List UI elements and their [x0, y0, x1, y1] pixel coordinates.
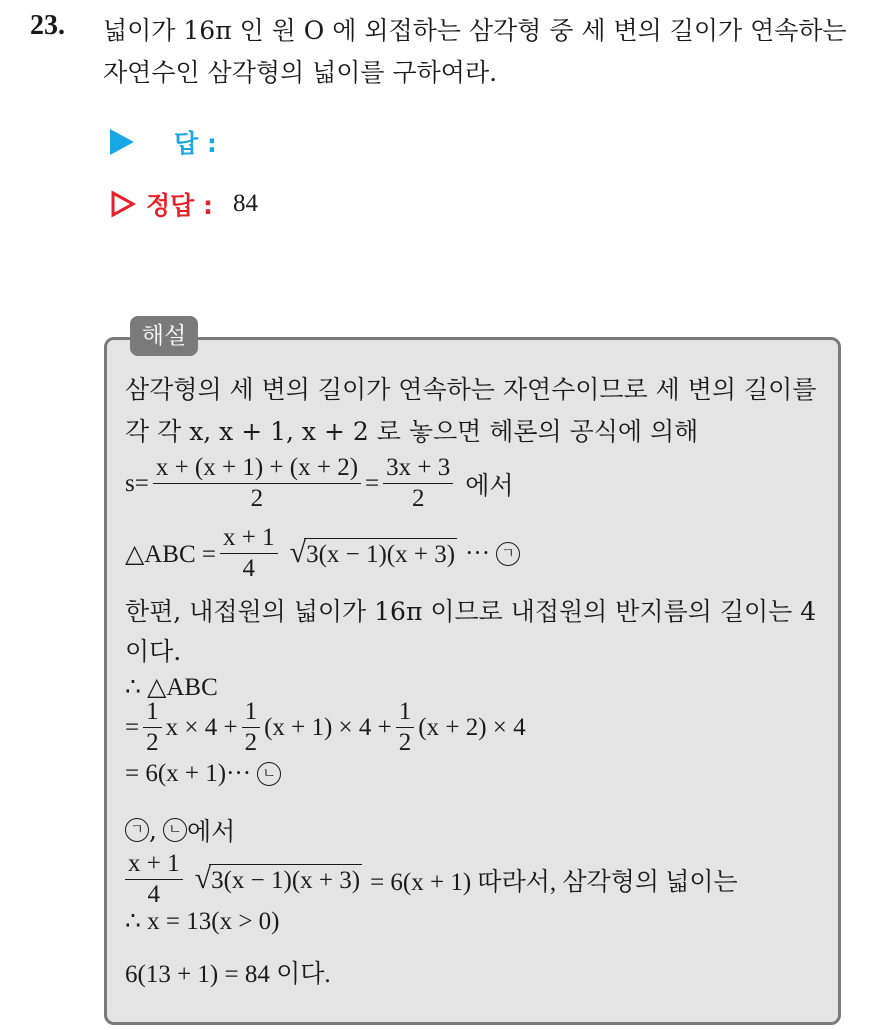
l10-suffix: 에서 — [186, 817, 236, 846]
fraction — [396, 698, 415, 757]
fraction — [242, 698, 261, 757]
semi-perimeter-line — [125, 454, 514, 513]
solution-line-9 — [125, 760, 281, 788]
solution-line-13: 6(13 + 1) = 84 이다. — [125, 961, 331, 988]
question-text — [103, 10, 873, 94]
correct-answer-value: 84 — [233, 190, 259, 217]
numerator: x + 1 — [222, 524, 275, 551]
equals: = — [365, 469, 380, 497]
solution-line-6: 이다. — [125, 637, 182, 666]
denominator: 2 — [383, 483, 453, 513]
denominator: 2 — [153, 483, 361, 513]
equals: = — [125, 713, 140, 741]
sqrt-body: 3(x − 1)(x + 3) — [304, 538, 457, 569]
numerator: 1 — [244, 698, 258, 725]
circled-mark-1: ㄱ — [125, 818, 149, 842]
numerator: 1 — [398, 698, 412, 725]
area-formula-line — [125, 524, 520, 583]
fraction — [143, 698, 162, 757]
question-line-1: 넓이가 16π 인 원 O 에 외접하는 삼각형 중 세 변의 길이가 연속하는 — [103, 16, 847, 45]
answer-label: 답 : — [174, 129, 217, 158]
solution-line-1: 삼각형의 세 변의 길이가 연속하는 자연수이므로 세 변의 길이를 — [125, 375, 817, 404]
area-expansion-line — [125, 698, 526, 757]
solution-line-5: 한편, 내접원의 넓이가 16π 이므로 내접원의 반지름의 길이는 4 — [125, 597, 817, 626]
numerator: x + 1 — [128, 850, 180, 877]
numerator: 1 — [146, 698, 159, 725]
numerator: 3x + 3 — [386, 454, 451, 481]
circled-mark-2: ㄴ — [163, 818, 187, 842]
sqrt-body: 3(x − 1)(x + 3) — [209, 864, 362, 895]
question-line-2: 자연수인 삼각형의 넓이를 구하여라. — [103, 58, 498, 87]
sqrt — [195, 864, 362, 895]
solution-line-2: 각 각 x, x + 1, x + 2 로 놓으면 헤론의 공식에 의해 — [125, 417, 699, 446]
sqrt — [290, 538, 457, 569]
correct-answer-label: 정답 : — [146, 191, 214, 220]
denominator: 2 — [396, 727, 415, 757]
answer-row — [110, 124, 217, 160]
solution-tab: 해설 — [130, 316, 198, 356]
correct-answer-row — [110, 186, 258, 222]
fraction — [220, 524, 278, 583]
play-outline-icon — [110, 190, 136, 218]
equation-line — [125, 850, 738, 909]
radical-sign: √ — [289, 536, 307, 569]
comma: , — [149, 815, 157, 845]
abc-prefix: △ABC = — [125, 540, 216, 568]
fraction — [125, 850, 183, 909]
circled-mark-2: ㄴ — [257, 762, 281, 786]
solution-line-12: ∴ x = 13(x > 0) — [125, 908, 280, 935]
fraction — [153, 454, 361, 513]
s-suffix: 에서 — [465, 472, 514, 500]
area-result: = 6(x + 1)··· — [125, 760, 252, 787]
solution-line-7: ∴ △ABC — [125, 674, 218, 701]
play-icon — [110, 129, 134, 155]
equation-rest: = 6(x + 1) 따라서, 삼각형의 넓이는 — [370, 868, 738, 896]
term-1: x × 4 + — [165, 713, 238, 741]
term-2: (x + 1) × 4 + — [264, 713, 392, 741]
denominator: 4 — [125, 879, 183, 909]
s-prefix: s= — [125, 469, 149, 497]
radical-sign: √ — [194, 862, 212, 895]
question-number: 23. — [30, 10, 65, 41]
denominator: 2 — [143, 727, 162, 757]
denominator: 4 — [220, 553, 278, 583]
dots: ··· — [465, 539, 491, 567]
denominator: 2 — [242, 727, 261, 757]
solution-line-10 — [125, 812, 235, 848]
fraction — [383, 454, 453, 513]
term-3: (x + 2) × 4 — [418, 713, 526, 741]
circled-mark-1: ㄱ — [496, 542, 520, 566]
numerator: x + (x + 1) + (x + 2) — [155, 454, 359, 481]
